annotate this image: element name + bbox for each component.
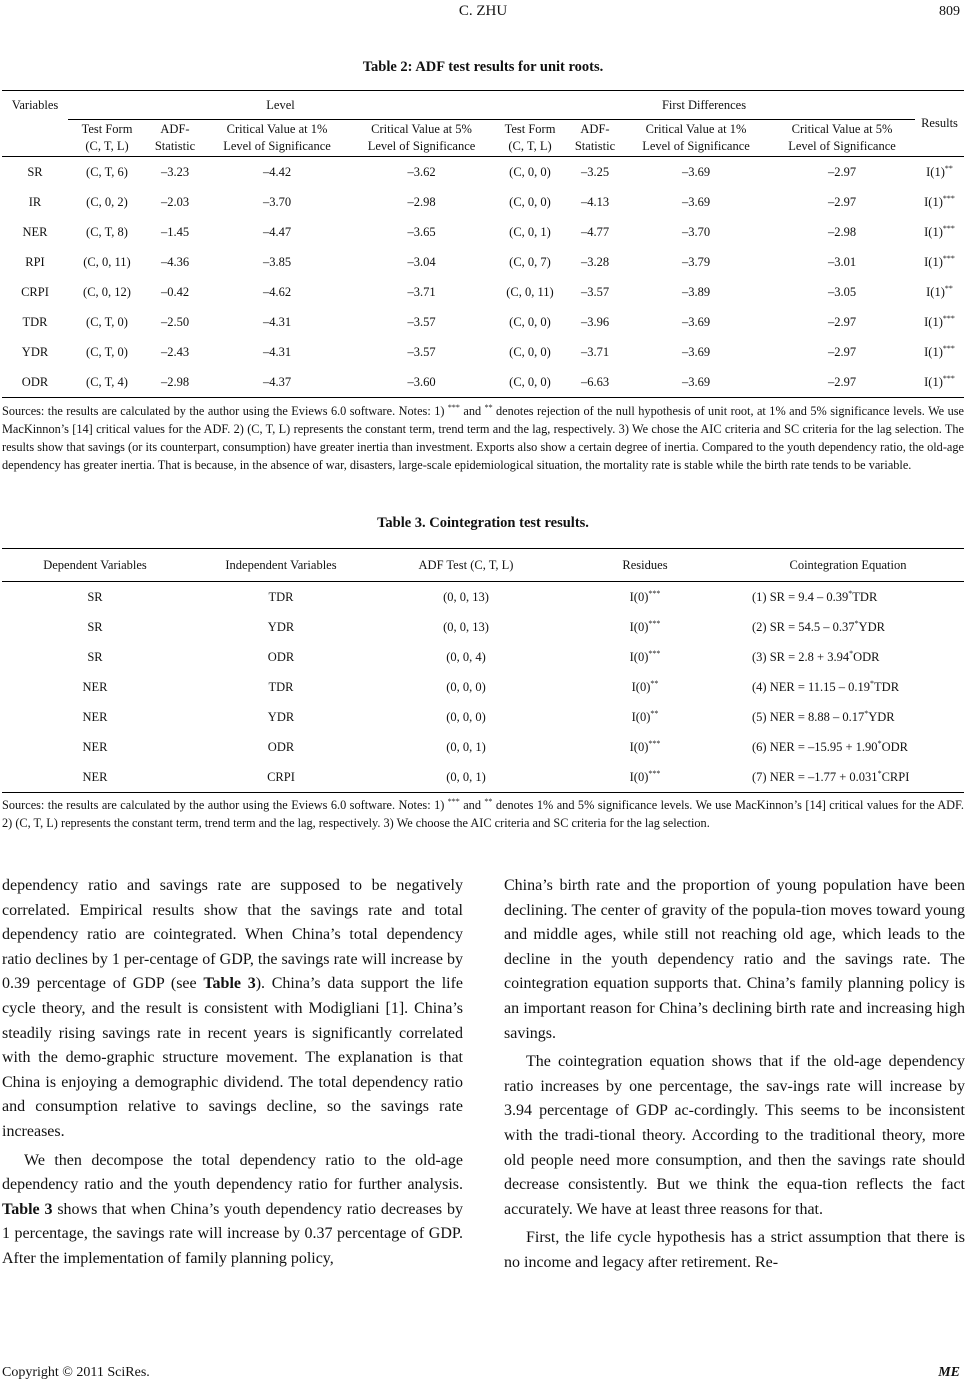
running-head-author: C. ZHU: [458, 3, 508, 19]
right-column: [504, 874, 965, 1276]
table-row: SR YDR (0, 0, 13) I(0)*** (2) SR = 54.5 – 0.37*YDR: [87, 618, 885, 634]
table3-cointegration: [2, 548, 964, 793]
journal-abbrev: ME: [938, 1365, 960, 1380]
paragraph: The cointegration equation shows that if the old-age dependency ratio increases by one percentage, the sav-ings rate will increase by 3.94 percentage of GDP ac-cordingly. This seems to be inconsistent with the tradi-tional theory. According to the traditional theory, more old people need more consumption, and then the savings rate should decrease consistently. But we think the equa-tion reflects the fact accurately. We have at least three reasons for that.: [504, 1053, 965, 1218]
header-empty: [2, 120, 68, 157]
table-row: YDR (C, T, 0) –2.43 –4.31 –3.57 (C, 0, 0) –3.71 –3.69 –2.97 I(1)***: [21, 343, 955, 359]
table-row: NER CRPI (0, 0, 1) I(0)*** (7) NER = –1.77 + 0.031*CRPI: [2, 762, 964, 793]
header-diff-test-form: Test Form (C, T, L): [493, 120, 567, 157]
header-level: Level: [68, 91, 493, 120]
header-diff-cv5: Critical Value at 5% Level of Significance: [769, 120, 915, 157]
table-row: IR (C, 0, 2) –2.03 –3.70 –2.98 (C, 0, 0) –4.13 –3.69 –2.97 I(1)***: [28, 193, 955, 209]
header-adf-test: ADF Test (C, T, L): [374, 549, 558, 582]
table2-adf-unit-root: [2, 90, 964, 398]
header-residues: Residues: [558, 549, 732, 582]
table-row: TDR (C, T, 0) –2.50 –4.31 –3.57 (C, 0, 0) –3.96 –3.69 –2.97 I(1)***: [22, 313, 955, 329]
page-number: 809: [939, 4, 960, 19]
table-row: NER ODR (0, 0, 1) I(0)*** (6) NER = –15.95 + 1.90*ODR: [82, 738, 908, 754]
header-level-cv5: Critical Value at 5% Level of Significance: [350, 120, 493, 157]
paragraph: First, the life cycle hypothesis has a strict assumption that there is no income and legacy after retirement. Re-: [504, 1229, 965, 1271]
table3-caption: Table 3. Cointegration test results.: [377, 515, 589, 531]
table-row: RPI (C, 0, 11) –4.36 –3.85 –3.04 (C, 0, 7) –3.28 –3.79 –3.01 I(1)***: [25, 253, 955, 269]
paragraph: We then decompose the total dependency ratio to the old-age dependency ratio and the youth dependency ratio for further analysis. Table 3 shows that when China’s youth dependency ratio decreases by 1 percentage, the savings rate will increase by 0.37 percentage of GDP. After the implementation of family planning policy,: [2, 1151, 463, 1267]
header-diff-adf: ADF- Statistic: [567, 120, 623, 157]
table-row: SR ODR (0, 0, 4) I(0)*** (3) SR = 2.8 + 3.94*ODR: [87, 648, 880, 664]
table-row: ODR (C, T, 4) –2.98 –4.37 –3.60 (C, 0, 0) –6.63 –3.69 –2.97 I(1)***: [2, 367, 964, 398]
paragraph: dependency ratio and savings rate are supposed to be negatively correlated. Empirical results show that the savings rate and total dependency ratio are cointegrated. When China’s total dependency ratio declines by 1 per-centage of GDP, the savings rate will increase by 0.39 percentage of GDP (see Table 3). China’s data support the life cycle theory, and the result is consistent with Modigliani [1]. China’s steadily rising savings rate in recent years is significantly correlated with the demo-graphic structure movement. The explanation is that China is enjoying a demographic dividend. The total dependency ratio and consumption relative to savings decline, so the savings rate increases.: [2, 877, 464, 1140]
header-dependent: Dependent Variables: [2, 549, 188, 582]
header-level-test-form: Test Form (C, T, L): [68, 120, 146, 157]
header-variables: Variables: [2, 91, 68, 120]
header-independent: Independent Variables: [188, 549, 374, 582]
table2-caption: Table 2: ADF test results for unit roots.: [362, 59, 604, 75]
header-level-cv1: Critical Value at 1% Level of Significance: [204, 120, 350, 157]
header-level-adf: ADF- Statistic: [146, 120, 204, 157]
left-column: [2, 874, 463, 1272]
header-diff-cv1: Critical Value at 1% Level of Significance: [623, 120, 769, 157]
table-row: SR (C, T, 6) –3.23 –4.42 –3.62 (C, 0, 0) –3.25 –3.69 –2.97 I(1)**: [27, 163, 953, 179]
table-row: CRPI (C, 0, 12) –0.42 –4.62 –3.71 (C, 0, 11) –3.57 –3.89 –3.05 I(1)**: [21, 283, 953, 299]
header-first-differences: First Differences: [493, 91, 915, 120]
table-row: NER (C, T, 8) –1.45 –4.47 –3.65 (C, 0, 1) –4.77 –3.70 –2.98 I(1)***: [22, 223, 955, 239]
table-row: NER TDR (0, 0, 0) I(0)** (4) NER = 11.15 – 0.19*TDR: [82, 678, 900, 694]
copyright: Copyright © 2011 SciRes.: [2, 1365, 150, 1380]
header-equation: Cointegration Equation: [732, 549, 964, 582]
table2-notes: Sources: the results are calculated by the author using the Eviews 6.0 software. Notes: 1) *** and ** denotes rejection of the null hypothesis of unit root, at 1% and 5% significance levels. We use MacKinnon’s [14] critical values for the ADF. 2) (C, T, L) represents the constant term, trend term and the lag, respectively. 3) We chose the AIC criteria and SC criteria for the lag selection. The results show that savings (or its counterpart, consumption) have greater inertia than investment. Exports also show a certain degree of inertia. Compared to the youth dependency ratio, the old-age dependency has greater inertia. That is because, in the absence of war, disasters, large-scale epidemiological situation, the mortality rate is stable while the birth rate tends to be variable.: [2, 403, 964, 472]
header-results: Results: [915, 91, 964, 157]
table-row: NER YDR (0, 0, 0) I(0)** (5) NER = 8.88 – 0.17*YDR: [82, 708, 895, 724]
paragraph: China’s birth rate and the proportion of young population have been declining. The center of gravity of the popula-tion moves toward young and middle ages, while still not reaching old age, which leads to the decline in the youth dependency ratio and the savings rate. The cointegration equation supports that. China’s family planning policy is an important reason for China’s declining birth rate and increasing high savings.: [504, 877, 965, 1042]
table3-notes: Sources: the results are calculated by the author using the Eviews 6.0 software. Notes: 1) *** and ** denotes 1% and 5% significance levels. We use MacKinnon’s [14] critical values for the ADF. 2) (C, T, L) represents the constant term, trend term and the lag, respectively. 3) We choose the AIC criteria and SC criteria for the lag selection.: [2, 797, 964, 830]
table-row: SR TDR (0, 0, 13) I(0)*** (1) SR = 9.4 – 0.39*TDR: [87, 588, 878, 604]
